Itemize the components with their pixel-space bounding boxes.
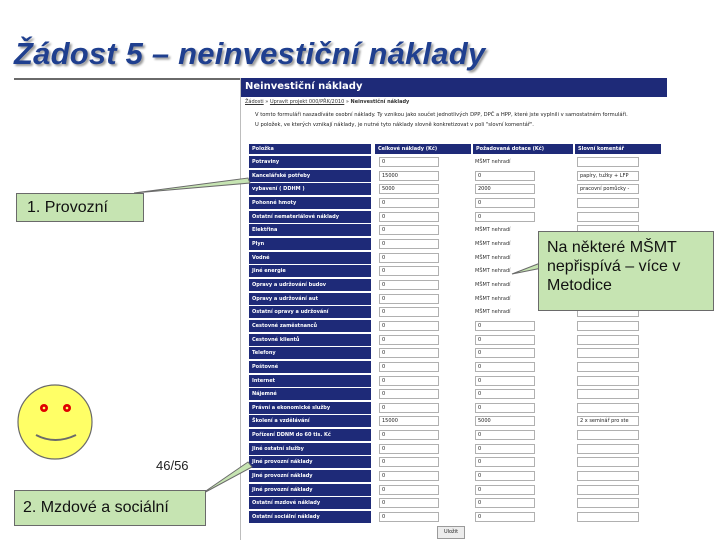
column-header-subsidy: Požadovaná dotace (Kč) [473,144,573,154]
subsidy-not-covered-text: MŠMT nehradí [475,309,511,316]
row-label: Nájemné [249,388,371,400]
total-cost-input[interactable]: 0 [379,225,439,235]
total-cost-input[interactable]: 0 [379,335,439,345]
total-cost-input[interactable]: 0 [379,485,439,495]
subsidy-input[interactable]: 0 [475,430,535,440]
row-label: Jiné provozní náklady [249,484,371,496]
total-cost-input[interactable]: 0 [379,403,439,413]
total-cost-input[interactable]: 0 [379,376,439,386]
total-cost-input[interactable]: 0 [379,253,439,263]
total-cost-input[interactable]: 0 [379,430,439,440]
slide-title: Žádost 5 – neinvestiční náklady [14,36,486,71]
subsidy-input[interactable]: 0 [475,362,535,372]
comment-input[interactable]: papíry, tužky + LFP [577,171,639,181]
comment-input[interactable]: pracovní pomůcky - [577,184,639,194]
callout-pointer [200,462,252,495]
subsidy-input[interactable]: 2000 [475,184,535,194]
subsidy-not-covered-text: MŠMT nehradí [475,227,511,234]
subsidy-not-covered-text: MŠMT nehradí [475,268,511,275]
subsidy-input[interactable]: 0 [475,485,535,495]
total-cost-input[interactable]: 0 [379,157,439,167]
total-cost-input[interactable]: 15000 [379,416,439,426]
form-title: Neinvestiční náklady [245,81,363,92]
subsidy-input[interactable]: 0 [475,457,535,467]
row-label: Kancelářské potřeby [249,170,371,182]
subsidy-not-covered-text: MŠMT nehradí [475,281,511,288]
subsidy-not-covered-text: MŠMT nehradí [475,254,511,261]
subsidy-input[interactable]: 0 [475,403,535,413]
row-label: Opravy a udržování budov [249,279,371,291]
save-button[interactable]: Uložit [437,526,465,539]
row-label: Školení a vzdělávání [249,415,371,427]
row-label: Telefony [249,347,371,359]
row-label: Opravy a udržování aut [249,293,371,305]
row-label: Poštovné [249,361,371,373]
smiley-icon [16,383,94,461]
total-cost-input[interactable]: 0 [379,212,439,222]
total-cost-input[interactable]: 0 [379,444,439,454]
row-label: Ostatní nemateriálové náklady [249,211,371,223]
row-label: Jiné provozní náklady [249,470,371,482]
total-cost-input[interactable]: 0 [379,471,439,481]
intro-paragraph: U položek, ve kterých vznikají náklady, je nutné tyto náklady slovně konkretizovat v poli "slovní komentář". [255,122,534,128]
total-cost-input[interactable]: 0 [379,239,439,249]
row-label: Cestovné klientů [249,334,371,346]
row-label: Potraviny [249,156,371,168]
page-number: 46/56 [156,458,189,473]
total-cost-input[interactable]: 0 [379,321,439,331]
total-cost-input[interactable]: 0 [379,266,439,276]
column-header-total: Celkové náklady (Kč) [375,144,471,154]
row-label: Internet [249,375,371,387]
breadcrumb-link-projekt[interactable]: Upravit projekt 000/PŘK/2010 [269,99,345,105]
total-cost-input[interactable]: 0 [379,498,439,508]
callout-mzdove: 2. Mzdové a sociální [14,490,206,526]
total-cost-input[interactable]: 0 [379,389,439,399]
breadcrumb-current: Neinvestiční náklady [350,99,410,105]
subsidy-not-covered-text: MŠMT nehradí [475,295,511,302]
subsidy-input[interactable]: 0 [475,321,535,331]
subsidy-not-covered-text: MŠMT nehradí [475,159,511,165]
callout-msmt-note: Na některé MŠMT nepřispívá – více v Metodice [538,231,714,311]
subsidy-input[interactable]: 0 [475,498,535,508]
row-label: Právní a ekonomické služby [249,402,371,414]
row-label: Ostatní sociální náklady [249,511,371,523]
total-cost-input[interactable]: 15000 [379,171,439,181]
subsidy-input[interactable]: 0 [475,212,535,222]
total-cost-input[interactable]: 0 [379,512,439,522]
subsidy-input[interactable]: 0 [475,376,535,386]
subsidy-input[interactable]: 0 [475,389,535,399]
subsidy-not-covered-text: MŠMT nehradí [475,240,511,247]
total-cost-input[interactable]: 5000 [379,184,439,194]
row-label: Elektřina [249,224,371,236]
row-label: vybavení ( DDHM ) [249,183,371,195]
breadcrumb: Žádosti » Upravit projekt 000/PŘK/2010 » Neinvestiční náklady [245,99,410,105]
callout-provozni: 1. Provozní [16,193,144,222]
total-cost-input[interactable]: 0 [379,307,439,317]
row-label: Cestovné zaměstnanců [249,320,371,332]
row-label: Ostatní opravy a udržování [249,306,371,318]
column-header-item: Položka [249,144,371,154]
row-label: Vodné [249,252,371,264]
row-label: Ostatní mzdové náklady [249,497,371,509]
total-cost-input[interactable]: 0 [379,348,439,358]
total-cost-input[interactable]: 0 [379,198,439,208]
row-label: Jiné provozní náklady [249,456,371,468]
total-cost-input[interactable]: 0 [379,362,439,372]
subsidy-input[interactable]: 0 [475,198,535,208]
row-label: Jiné ostatní služby [249,443,371,455]
subsidy-input[interactable]: 0 [475,171,535,181]
total-cost-input[interactable]: 0 [379,457,439,467]
breadcrumb-link-zadosti[interactable]: Žádosti [245,99,264,105]
intro-paragraph: V tomto formuláři naszadíváte osobní náklady. Ty vznikou jako součet jednotlivých DPP, DPČ a HPP, které jste vyplnili v samostatném formuláři. [255,112,628,118]
row-label: Jiné energie [249,265,371,277]
subsidy-input[interactable]: 0 [475,348,535,358]
subsidy-input[interactable]: 0 [475,335,535,345]
subsidy-input[interactable]: 5000 [475,416,535,426]
row-label: Plyn [249,238,371,250]
subsidy-input[interactable]: 0 [475,471,535,481]
column-header-comment: Slovní komentář [575,144,661,154]
total-cost-input[interactable]: 0 [379,294,439,304]
total-cost-input[interactable]: 0 [379,280,439,290]
row-label: Pohonné hmoty [249,197,371,209]
callout-pointer [134,178,250,193]
row-label: Pořízení DDNM do 60 tis. Kč [249,429,371,441]
subsidy-input[interactable]: 0 [475,444,535,454]
comment-input[interactable]: 2 x seminář pro ste [577,416,639,426]
subsidy-input[interactable]: 0 [475,512,535,522]
